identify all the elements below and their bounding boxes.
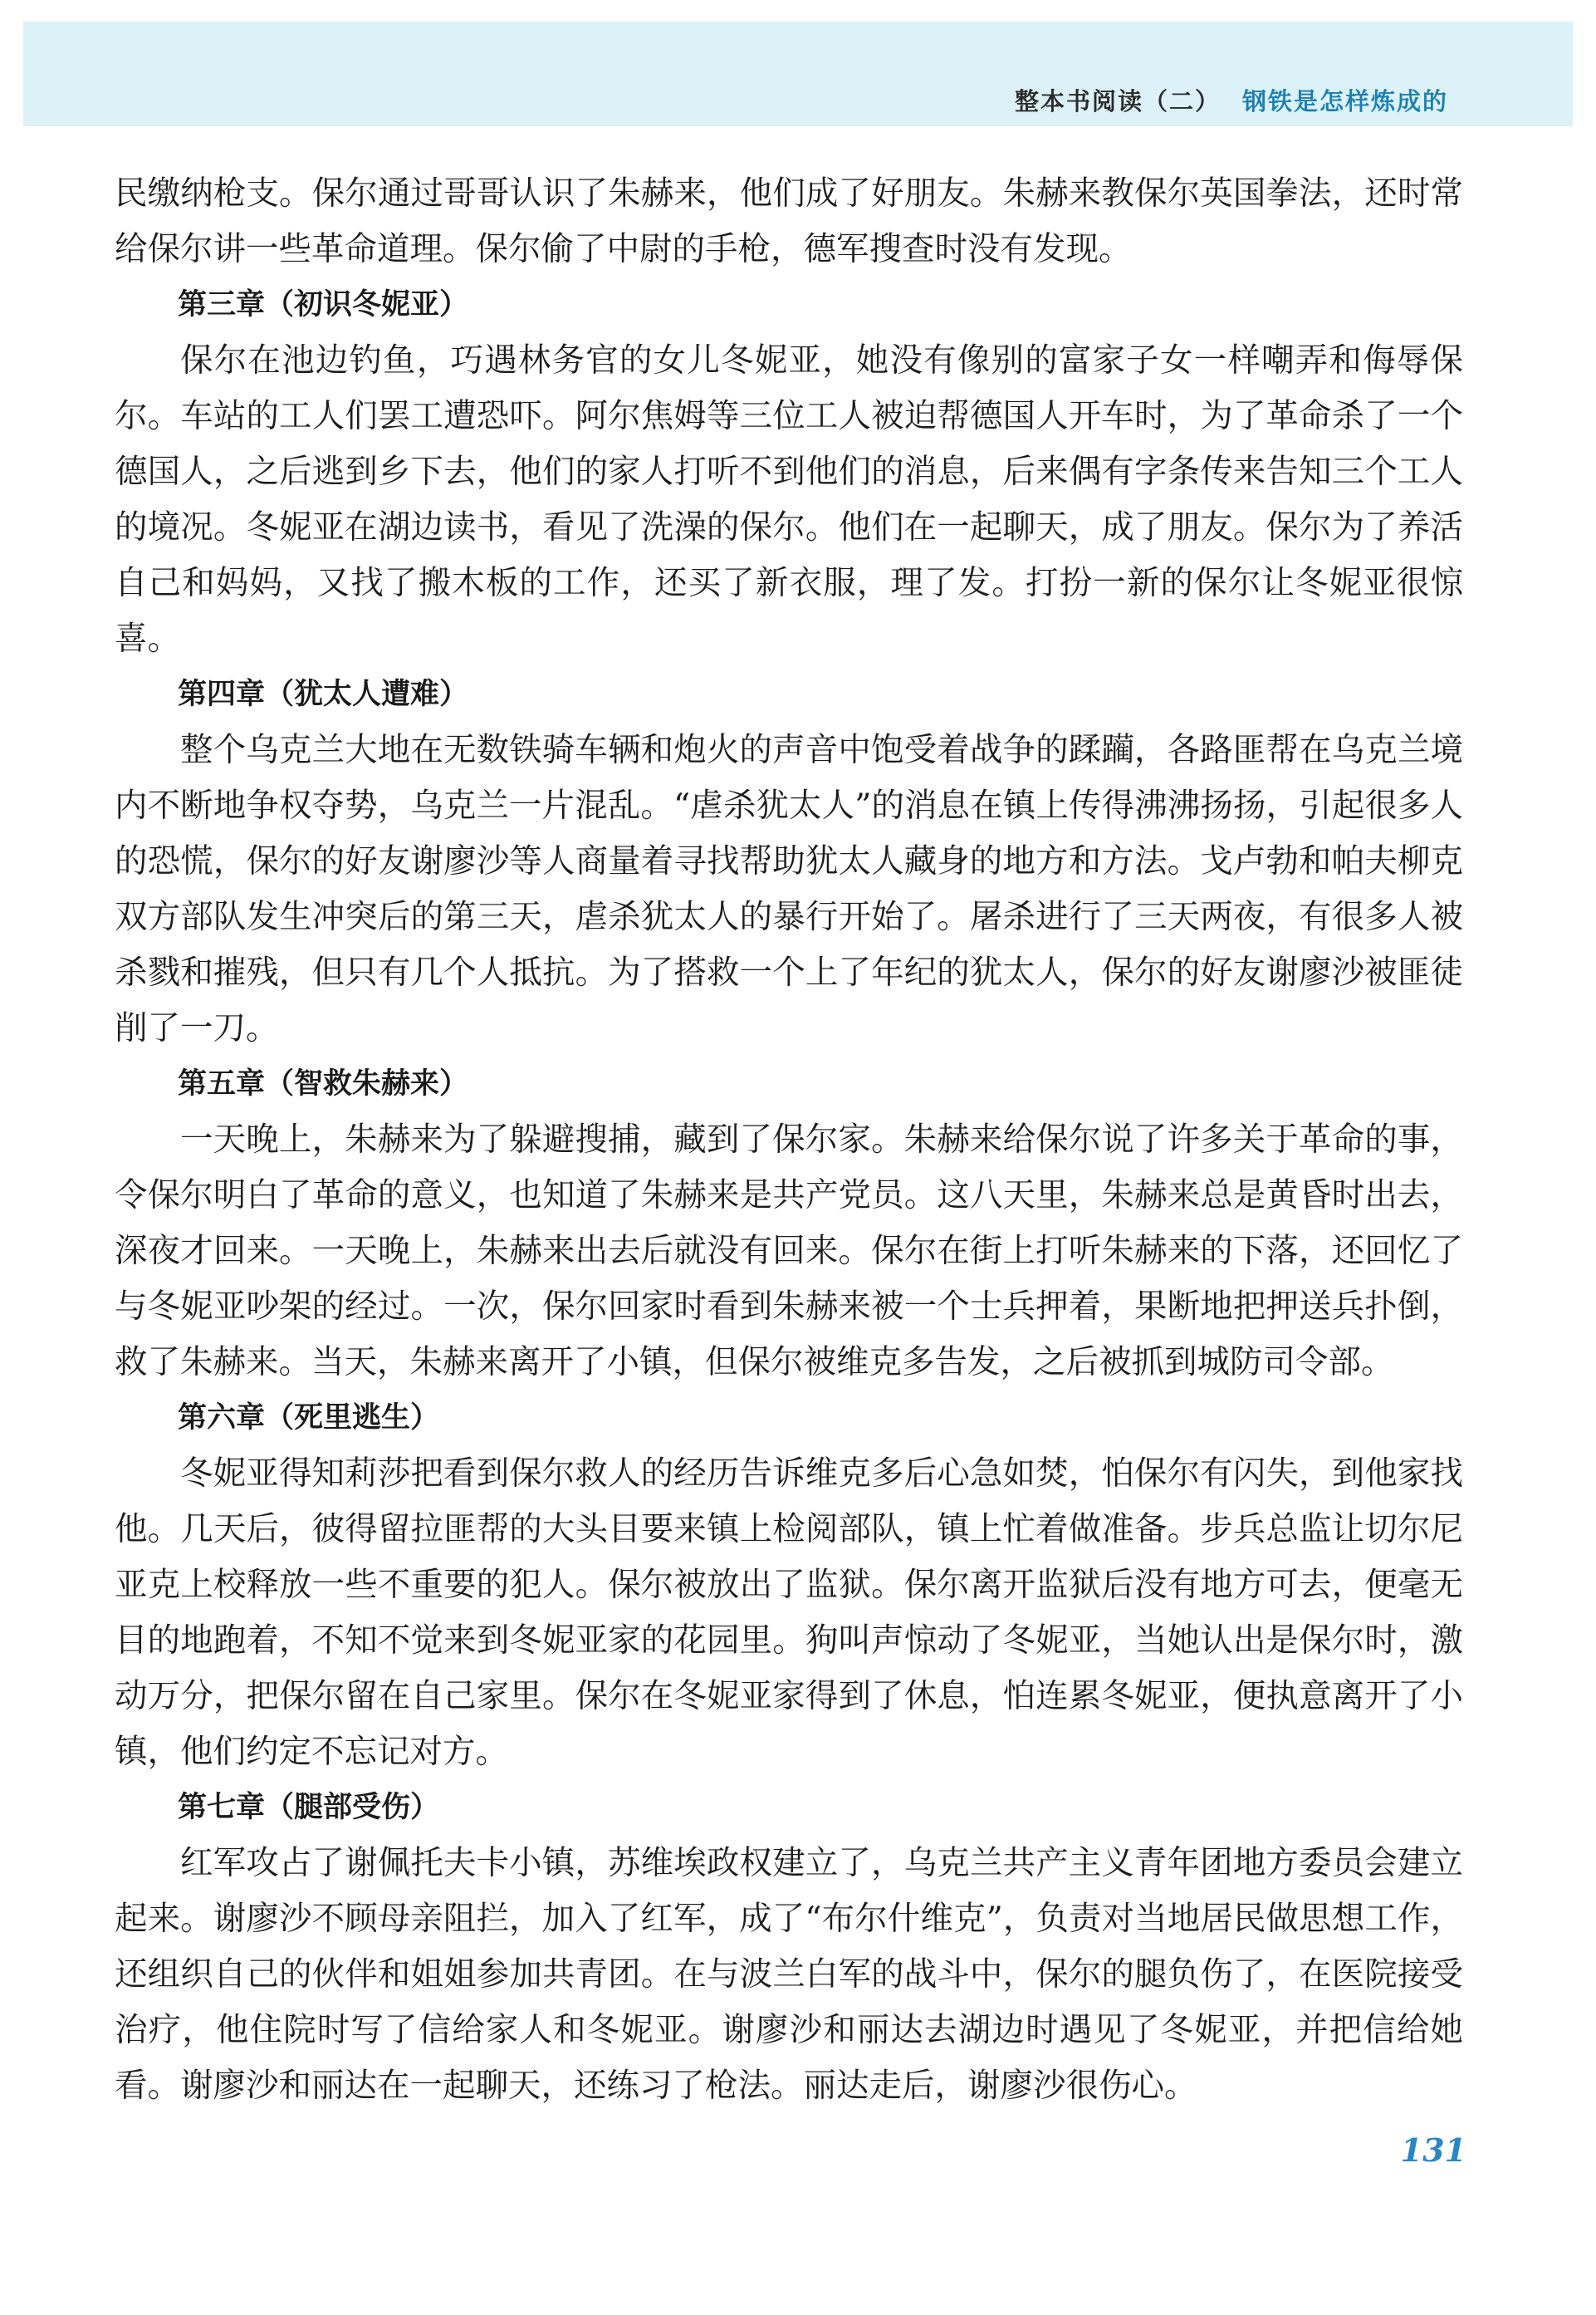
chapter-paragraph: 保尔在池边钓鱼，巧遇林务官的女儿冬妮亚，她没有像别的富家子女一样嘲弄和侮辱保尔。车站的工人们罢工遭恐吓。阿尔焦姆等三位工人被迫帮德国人开车时，为了革命杀了一个德国人，之后逃到乡下去，他们的家人打听不到他们的消息，后来偶有字条传来告知三个工人的境况。冬妮亚在湖边读书，看见了洗澡的保尔。他们在一起聊天，成了朋友。保尔为了养活自己和妈妈，又找了搬木板的工作，还买了新衣服，理了发。打扮一新的保尔让冬妮亚很惊喜。 <box>115 341 1463 658</box>
chapter-heading: 第六章（死里逃生） <box>178 1401 440 1435</box>
chapter-heading: 第四章（犹太人遭难） <box>178 678 469 711</box>
header-book-title: 钢铁是怎样炼成的 <box>1241 87 1448 115</box>
chapter-heading: 第七章（腿部受伤） <box>178 1791 440 1824</box>
chapter-heading: 第三章（初识冬妮亚） <box>178 288 469 321</box>
header-book-section: 整本书阅读（二） <box>1014 87 1221 115</box>
page-number: 131 <box>1400 2131 1466 2169</box>
intro-paragraph: 民缴纳枪支。保尔通过哥哥认识了朱赫来，他们成了好朋友。朱赫来教保尔英国拳法，还时常给保尔讲一些革命道理。保尔偷了中尉的手枪，德军搜查时没有发现。 <box>115 174 1463 268</box>
chapter-paragraph: 冬妮亚得知莉莎把看到保尔救人的经历告诉维克多后心急如焚，怕保尔有闪失，到他家找他。几天后，彼得留拉匪帮的大头目要来镇上检阅部队，镇上忙着做准备。步兵总监让切尔尼亚克上校释放一些不重要的犯人。保尔被放出了监狱。保尔离开监狱后没有地方可去，便毫无目的地跑着，不知不觉来到冬妮亚家的花园里。狗叫声惊动了冬妮亚，当她认出是保尔时，激动万分，把保尔留在自己家里。保尔在冬妮亚家得到了休息，怕连累冬妮亚，便执意离开了小镇，他们约定不忘记对方。 <box>115 1454 1463 1771</box>
chapter-paragraph: 一天晚上，朱赫来为了躲避搜捕，藏到了保尔家。朱赫来给保尔说了许多关于革命的事，令保尔明白了革命的意义，也知道了朱赫来是共产党员。这八天里，朱赫来总是黄昏时出去，深夜才回来。一天晚上，朱赫来出去后就没有回来。保尔在街上打听朱赫来的下落，还回忆了与冬妮亚吵架的经过。一次，保尔回家时看到朱赫来被一个士兵押着，果断地把押送兵扑倒，救了朱赫来。当天，朱赫来离开了小镇，但保尔被维克多告发，之后被抓到城防司令部。 <box>115 1121 1463 1381</box>
running-header <box>1015 83 1448 117</box>
page-body <box>115 166 1463 2114</box>
chapter-heading: 第五章（智救朱赫来） <box>178 1067 469 1101</box>
chapter-paragraph: 整个乌克兰大地在无数铁骑车辆和炮火的声音中饱受着战争的蹂躏，各路匪帮在乌克兰境内不断地争权夺势，乌克兰一片混乱。“虐杀犹太人”的消息在镇上传得沸沸扬扬，引起很多人的恐慌，保尔的好友谢廖沙等人商量着寻找帮助犹太人藏身的地方和方法。戈卢勃和帕夫柳克双方部队发生冲突后的第三天，虐杀犹太人的暴行开始了。屠杀进行了三天两夜，有很多人被杀戮和摧残，但只有几个人抵抗。为了搭救一个上了年纪的犹太人，保尔的好友谢廖沙被匪徒削了一刀。 <box>115 731 1463 1047</box>
chapter-paragraph: 红军攻占了谢佩托夫卡小镇，苏维埃政权建立了，乌克兰共产主义青年团地方委员会建立起来。谢廖沙不顾母亲阻拦，加入了红军，成了“布尔什维克”，负责对当地居民做思想工作，还组织自己的伙伴和姐姐参加共青团。在与波兰白军的战斗中，保尔的腿负伤了，在医院接受治疗，他住院时写了信给家人和冬妮亚。谢廖沙和丽达去湖边时遇见了冬妮亚，并把信给她看。谢廖沙和丽达在一起聊天，还练习了枪法。丽达走后，谢廖沙很伤心。 <box>115 1844 1463 2105</box>
